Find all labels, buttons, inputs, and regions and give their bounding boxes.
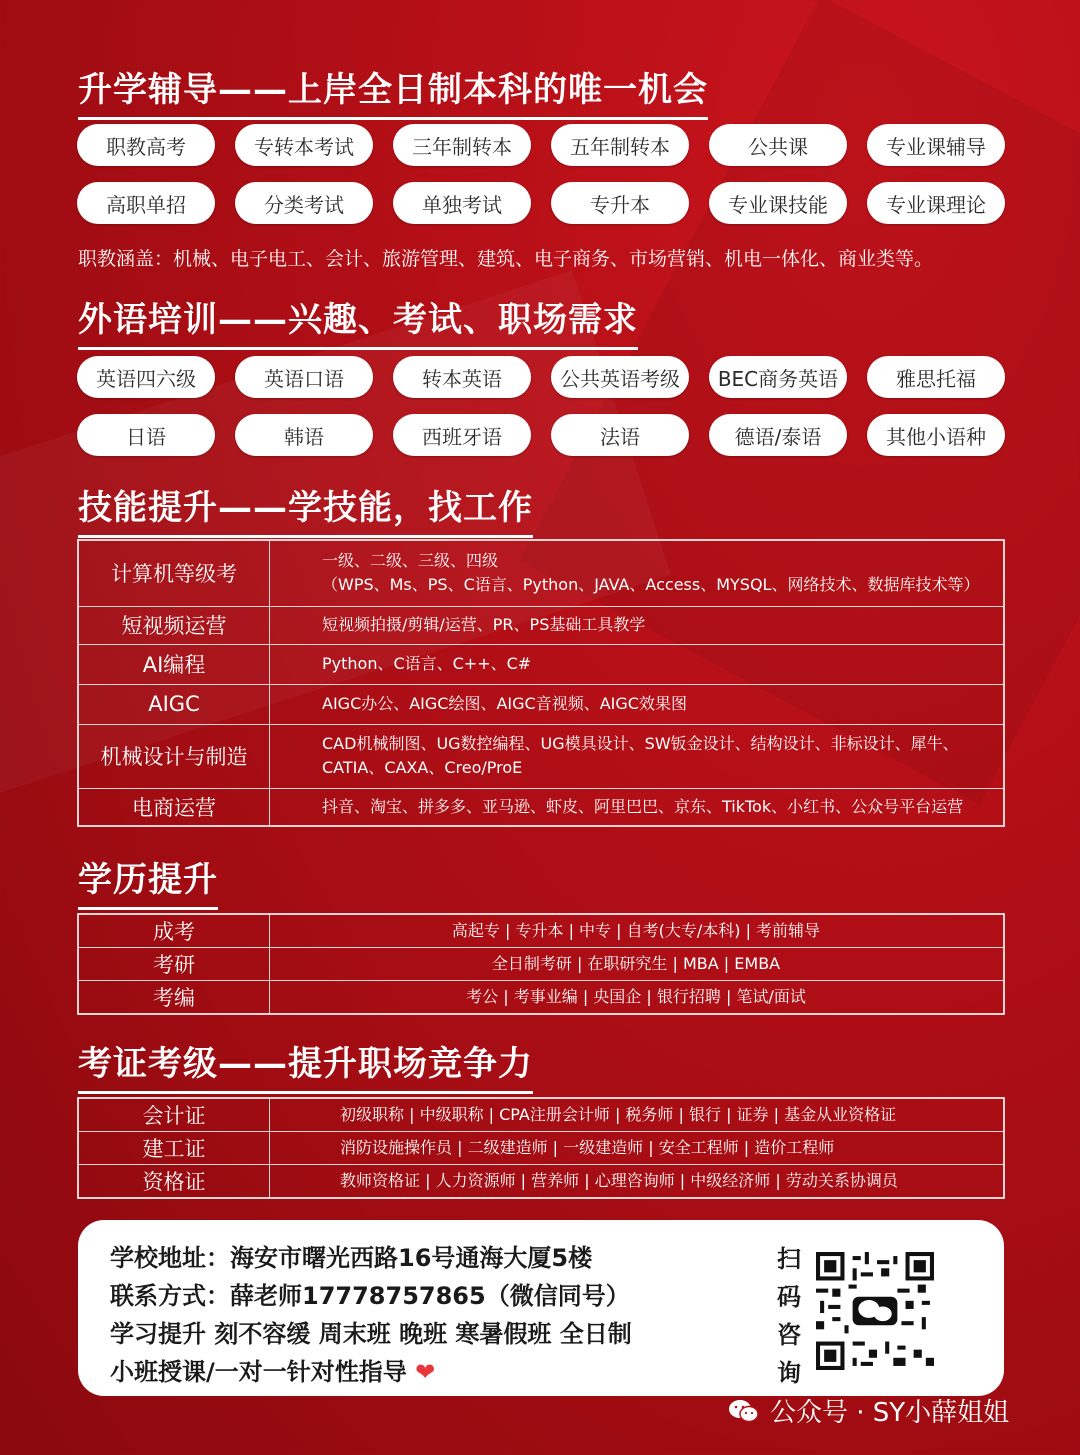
scan-char: 咨 (777, 1321, 801, 1349)
row-value (270, 540, 1005, 606)
table-row (78, 1132, 1004, 1165)
heart-icon: ❤ (415, 1358, 436, 1386)
row-line: 短视频拍摄/剪辑/运营、PR、PS基础工具教学 (322, 615, 646, 634)
row-label: 计算机等级考 (78, 540, 270, 606)
pill[interactable]: 转本英语 (393, 356, 531, 398)
row-value (270, 606, 1005, 644)
pill[interactable]: 单独考试 (393, 182, 531, 224)
row-value (270, 644, 1005, 684)
table-row (78, 914, 1004, 948)
row-label: 成考 (78, 914, 270, 948)
contact-phone[interactable]: 联系方式：薛老师17778757865（微信同号） (110, 1282, 630, 1310)
small-class-line (110, 1352, 435, 1387)
row-line: CATIA、CAXA、Creo/ProE (322, 758, 523, 777)
pill[interactable]: 韩语 (235, 414, 373, 456)
pill[interactable]: 西班牙语 (393, 414, 531, 456)
section-title-language: 外语培训——兴趣、考试、职场需求 (78, 292, 638, 350)
pill[interactable]: 高职单招 (77, 182, 215, 224)
row-line: Python、C语言、C++、C# (322, 654, 532, 673)
footer-text: 公众号 · SY小薛姐姐 (770, 1398, 1010, 1428)
row-label: 电商运营 (78, 788, 270, 826)
row-line: （WPS、Ms、PS、C语言、Python、JAVA、Access、MYSQL、网络技术、数据库技术等） (322, 575, 980, 595)
table-row (78, 540, 1004, 606)
table-row (78, 1098, 1004, 1132)
pill[interactable]: 分类考试 (235, 182, 373, 224)
pill[interactable]: 德语/泰语 (709, 414, 847, 456)
row-line: 抖音、淘宝、拼多多、亚马逊、虾皮、阿里巴巴、京东、TikTok、小红书、公众号平台运营 (322, 796, 964, 816)
row-value: 考公 | 考事业编 | 央国企 | 银行招聘 | 笔试/面试 (270, 981, 1005, 1015)
row-label: 会计证 (78, 1098, 270, 1132)
education-table (77, 913, 1005, 1015)
scan-char: 扫 (777, 1245, 801, 1273)
qr-code-icon[interactable] (816, 1252, 934, 1370)
row-value: 高起专 | 专升本 | 中专 | 自考(大专/本科) | 考前辅导 (270, 914, 1005, 948)
section-title-education: 学历提升 (78, 852, 218, 910)
row-value (270, 684, 1005, 724)
table-row (78, 948, 1004, 981)
table-row (78, 981, 1004, 1015)
table-row (78, 1165, 1004, 1199)
section-title-skills: 技能提升——学技能，找工作 (78, 480, 533, 538)
pill[interactable]: 专业课辅导 (867, 124, 1005, 166)
row-value: 初级职称 | 中级职称 | CPA注册会计师 | 税务师 | 银行 | 证券 | 基金从业资格证 (270, 1098, 1005, 1132)
skills-table (77, 539, 1005, 827)
wechat-icon (728, 1398, 760, 1424)
row-label: AIGC (78, 684, 270, 724)
row-label: 短视频运营 (78, 606, 270, 644)
language-pill-grid (77, 356, 1005, 456)
footer-account (728, 1392, 1009, 1429)
table-row (78, 724, 1004, 788)
pill[interactable]: 英语口语 (235, 356, 373, 398)
table-row (78, 606, 1004, 644)
row-line: CAD机械制图、UG数控编程、UG模具设计、SW钣金设计、结构设计、非标设计、犀牛、 (322, 734, 959, 753)
small-class-text: 小班授课/一对一针对性指导 (110, 1358, 407, 1386)
row-label: AI编程 (78, 644, 270, 684)
table-row (78, 684, 1004, 724)
pill[interactable]: 专业课理论 (867, 182, 1005, 224)
pill[interactable]: 专转本考试 (235, 124, 373, 166)
certificates-table (77, 1097, 1005, 1199)
pill[interactable]: 法语 (551, 414, 689, 456)
pill[interactable]: 职教高考 (77, 124, 215, 166)
row-label: 资格证 (78, 1165, 270, 1199)
row-label: 考研 (78, 948, 270, 981)
scan-char: 码 (777, 1283, 801, 1311)
pill[interactable]: 专业课技能 (709, 182, 847, 224)
pill[interactable]: 公共课 (709, 124, 847, 166)
row-label: 考编 (78, 981, 270, 1015)
row-label: 建工证 (78, 1132, 270, 1165)
table-row (78, 788, 1004, 826)
pill[interactable]: 五年制转本 (551, 124, 689, 166)
contact-card (78, 1220, 1004, 1396)
row-line: AIGC办公、AIGC绘图、AIGC音视频、AIGC效果图 (322, 694, 687, 713)
row-value: 教师资格证 | 人力资源师 | 营养师 | 心理咨询师 | 中级经济师 | 劳动关系协调员 (270, 1165, 1005, 1199)
section-title-upgrade: 升学辅导——上岸全日制本科的唯一机会 (78, 62, 708, 120)
pill[interactable]: BEC商务英语 (709, 356, 847, 398)
row-value: 消防设施操作员 | 二级建造师 | 一级建造师 | 安全工程师 | 造价工程师 (270, 1132, 1005, 1165)
scan-to-consult (774, 1240, 804, 1392)
pill[interactable]: 雅思托福 (867, 356, 1005, 398)
pill[interactable]: 英语四六级 (77, 356, 215, 398)
pill[interactable]: 其他小语种 (867, 414, 1005, 456)
slogan: 学习提升 刻不容缓 周末班 晚班 寒暑假班 全日制 (110, 1320, 632, 1348)
row-value (270, 724, 1005, 788)
pill[interactable]: 日语 (77, 414, 215, 456)
vocational-note: 职教涵盖：机械、电子电工、会计、旅游管理、建筑、电子商务、市场营销、机电一体化、商业类等。 (78, 248, 934, 270)
pill[interactable]: 三年制转本 (393, 124, 531, 166)
section-title-certificates: 考证考级——提升职场竞争力 (78, 1036, 533, 1094)
school-address: 学校地址：海安市曙光西路16号通海大厦5楼 (110, 1244, 593, 1272)
upgrade-pill-grid (77, 124, 1005, 224)
row-label: 机械设计与制造 (78, 724, 270, 788)
pill[interactable]: 公共英语考级 (551, 356, 689, 398)
row-value (270, 788, 1005, 826)
row-value: 全日制考研 | 在职研究生 | MBA | EMBA (270, 948, 1005, 981)
scan-char: 询 (777, 1359, 801, 1387)
table-row (78, 644, 1004, 684)
row-line: 一级、二级、三级、四级 (322, 551, 499, 571)
pill[interactable]: 专升本 (551, 182, 689, 224)
